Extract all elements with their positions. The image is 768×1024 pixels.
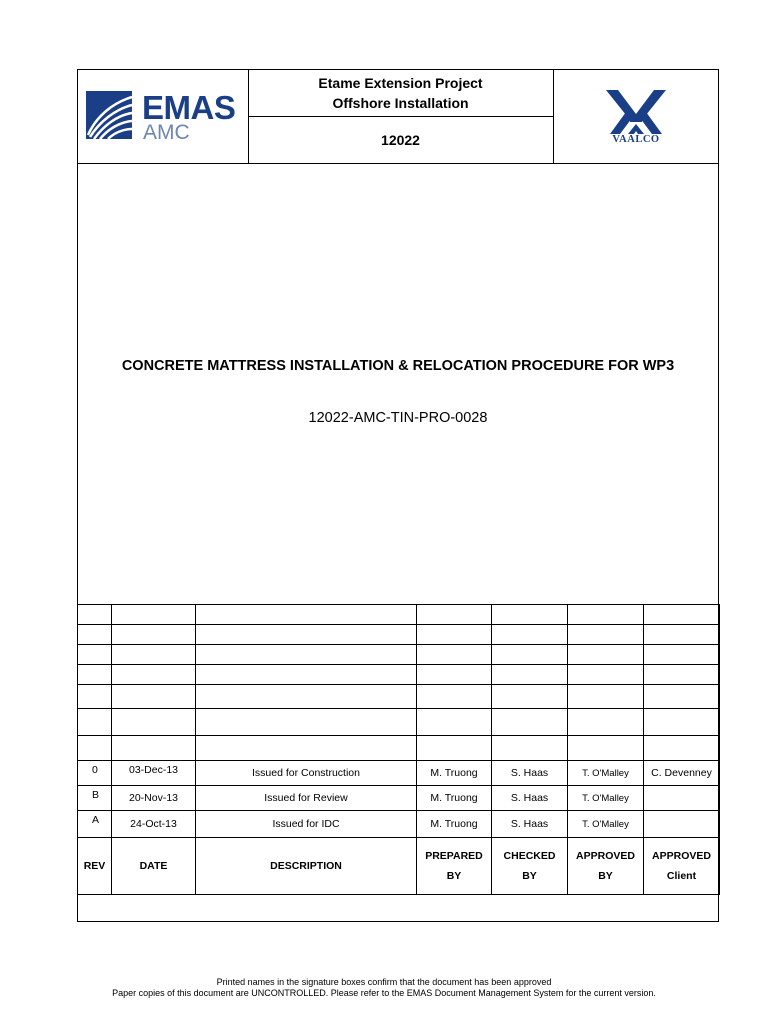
page-footer: [0, 977, 768, 999]
client-logo-cell: [554, 70, 718, 163]
client-approved-cell: [644, 811, 720, 838]
rev-cell: A: [78, 811, 112, 838]
prepared-label-2: BY: [446, 870, 462, 882]
blank-row: [78, 605, 720, 625]
prepared-cell: M. Truong: [417, 811, 492, 838]
project-name-line-1: Etame Extension Project: [318, 75, 483, 91]
table-row: [78, 761, 720, 786]
company-logo-cell: [78, 70, 249, 163]
column-header-client: [644, 838, 720, 895]
checked-cell: S. Haas: [492, 786, 568, 811]
checked-label-2: BY: [522, 870, 537, 882]
rev-cell: 0: [78, 761, 112, 786]
description-cell: Issued for Construction: [196, 761, 417, 786]
column-header-prepared: [417, 838, 492, 895]
column-header-date: DATE: [112, 838, 196, 895]
title-block-header: [78, 70, 718, 164]
blank-row: [78, 736, 720, 761]
project-name-line-2: Offshore Installation: [332, 95, 469, 111]
column-header-description: DESCRIPTION: [196, 838, 417, 895]
footer-line-2: Paper copies of this document are UNCONTROLLED. Please refer to the EMAS Document Management System for the current version.: [112, 988, 656, 998]
prepared-cell: M. Truong: [417, 786, 492, 811]
table-row: [78, 786, 720, 811]
approved-cell: T. O'Malley: [568, 786, 644, 811]
column-header-checked: [492, 838, 568, 895]
document-title: CONCRETE MATTRESS INSTALLATION & RELOCATION PROCEDURE FOR WP3: [121, 358, 675, 374]
table-header-row: [78, 838, 720, 895]
date-cell: 24-Oct-13: [112, 811, 196, 838]
approved-cell: T. O'Malley: [568, 761, 644, 786]
blank-row: [78, 645, 720, 665]
project-name: [248, 70, 553, 117]
emas-logo: [86, 88, 246, 148]
project-number: 12022: [381, 132, 420, 148]
approved-label-2: BY: [598, 870, 613, 882]
emas-logo-text: EMAS: [142, 89, 236, 126]
date-cell: 03-Dec-13: [112, 761, 196, 786]
description-cell: Issued for Review: [196, 786, 417, 811]
column-header-approved: [568, 838, 644, 895]
footer-line-1: Printed names in the signature boxes confirm that the document has been approved: [216, 977, 552, 987]
column-header-rev: REV: [78, 838, 112, 895]
checked-cell: S. Haas: [492, 811, 568, 838]
table-row: [78, 811, 720, 838]
checked-label-1: CHECKED: [503, 850, 556, 862]
prepared-label-1: PREPARED: [425, 850, 483, 862]
document-cover-page: [77, 69, 719, 922]
vaalco-logo-text: VAALCO: [612, 134, 660, 145]
rev-cell: B: [78, 786, 112, 811]
approved-label-1: APPROVED: [576, 850, 635, 862]
document-number: 12022-AMC-TIN-PRO-0028: [308, 410, 488, 426]
checked-cell: S. Haas: [492, 761, 568, 786]
blank-row: [78, 709, 720, 736]
client-approved-cell: [644, 786, 720, 811]
project-info-cell: [248, 70, 554, 163]
approved-cell: T. O'Malley: [568, 811, 644, 838]
blank-row: [78, 625, 720, 645]
blank-row: [78, 685, 720, 709]
emas-wave-icon: [86, 91, 136, 143]
client-label-1: APPROVED: [652, 850, 711, 862]
emas-logo-subtext: AMC: [143, 121, 190, 144]
client-label-2: Client: [666, 870, 697, 882]
description-cell: Issued for IDC: [196, 811, 417, 838]
prepared-cell: M. Truong: [417, 761, 492, 786]
blank-row: [78, 665, 720, 685]
client-approved-cell: C. Devenney: [644, 761, 720, 786]
revision-table: [77, 604, 720, 895]
date-cell: 20-Nov-13: [112, 786, 196, 811]
